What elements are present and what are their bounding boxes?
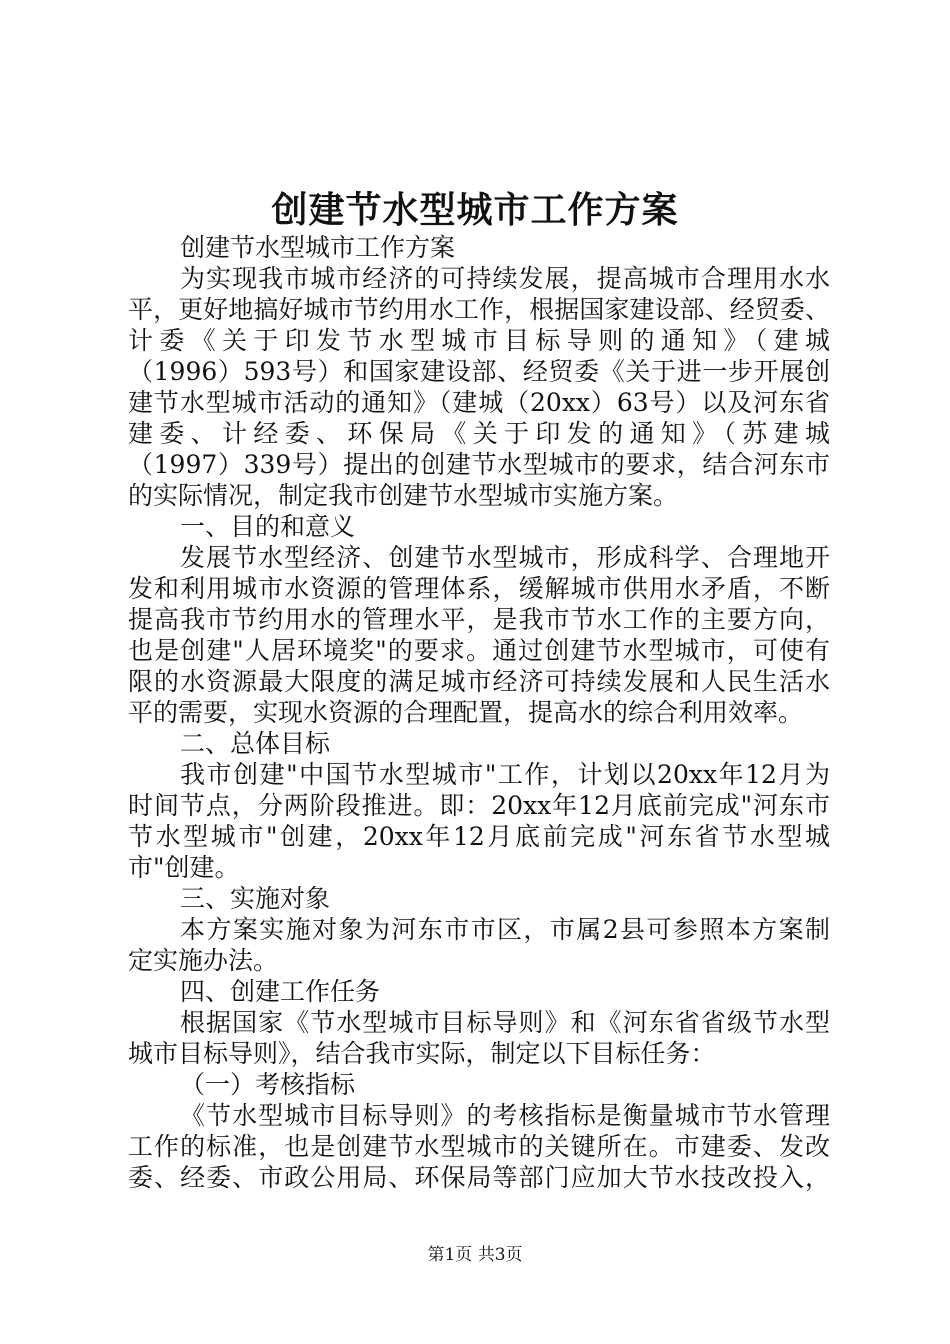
text-line: 计委《关于印发节水型城市目标导则的通知》（建城 — [128, 326, 830, 355]
text-line: 建委、计经委、环保局《关于印发的通知》（苏建城 — [128, 419, 830, 448]
text-line: 三、实施对象 — [180, 884, 331, 913]
text-line: 我市创建"中国节水型城市"工作，计划以20xx年12月为 — [180, 760, 830, 789]
text-line: 根据国家《节水型城市目标导则》和《河东省省级节水型 — [180, 1008, 830, 1037]
text-line: 时间节点，分两阶段推进。即：20xx年12月底前完成"河东市 — [128, 791, 830, 820]
text-line: 定实施办法。 — [128, 946, 279, 975]
text-line: 本方案实施对象为河东市市区，市属2县可参照本方案制 — [180, 915, 830, 944]
page-indicator: 第1页 共3页 — [427, 1245, 523, 1265]
text-line: （1997）339号）提出的创建节水型城市的要求，结合河东市 — [128, 450, 830, 479]
text-line: 也是创建"人居环境奖"的要求。通过创建节水型城市，可使有 — [128, 636, 830, 665]
text-line: 发展节水型经济、创建节水型城市，形成科学、合理地开 — [180, 543, 830, 572]
text-line: 二、总体目标 — [180, 729, 331, 758]
text-line: 城市目标导则》，结合我市实际，制定以下目标任务： — [128, 1039, 716, 1068]
text-line: （1996）593号）和国家建设部、经贸委《关于进一步开展创 — [128, 357, 830, 386]
text-line: 发和利用城市水资源的管理体系，缓解城市供用水矛盾，不断 — [128, 574, 830, 603]
text-line: 四、创建工作任务 — [180, 977, 381, 1006]
text-line: 提高我市节约用水的管理水平，是我市节水工作的主要方向， — [128, 605, 830, 634]
text-line: 市"创建。 — [128, 853, 240, 882]
text-line: 为实现我市城市经济的可持续发展，提高城市合理用水水 — [180, 264, 830, 293]
text-line: 委、经委、市政公用局、环保局等部门应加大节水技改投入， — [128, 1163, 830, 1192]
text-line: 限的水资源最大限度的满足城市经济可持续发展和人民生活水 — [128, 667, 830, 696]
text-line: 的实际情况，制定我市创建节水型城市实施方案。 — [128, 481, 679, 510]
text-line: 平，更好地搞好城市节约用水工作，根据国家建设部、经贸委、 — [128, 295, 830, 324]
text-line: 一、目的和意义 — [180, 512, 356, 541]
text-line: （一）考核指标 — [180, 1070, 356, 1099]
text-line: 创建节水型城市工作方案 — [180, 233, 456, 262]
text-line: 《节水型城市目标导则》的考核指标是衡量城市节水管理 — [180, 1101, 830, 1130]
text-line: 建节水型城市活动的通知》（建城（20xx）63号）以及河东省 — [128, 388, 830, 417]
document-body — [128, 232, 830, 1193]
text-line: 节水型城市"创建，20xx年12月底前完成"河东省节水型城 — [128, 822, 830, 851]
document-title: 创建节水型城市工作方案 — [271, 189, 679, 231]
text-line: 工作的标准，也是创建节水型城市的关键所在。市建委、发改 — [128, 1132, 830, 1161]
text-line: 平的需要，实现水资源的合理配置，提高水的综合利用效率。 — [128, 698, 804, 727]
